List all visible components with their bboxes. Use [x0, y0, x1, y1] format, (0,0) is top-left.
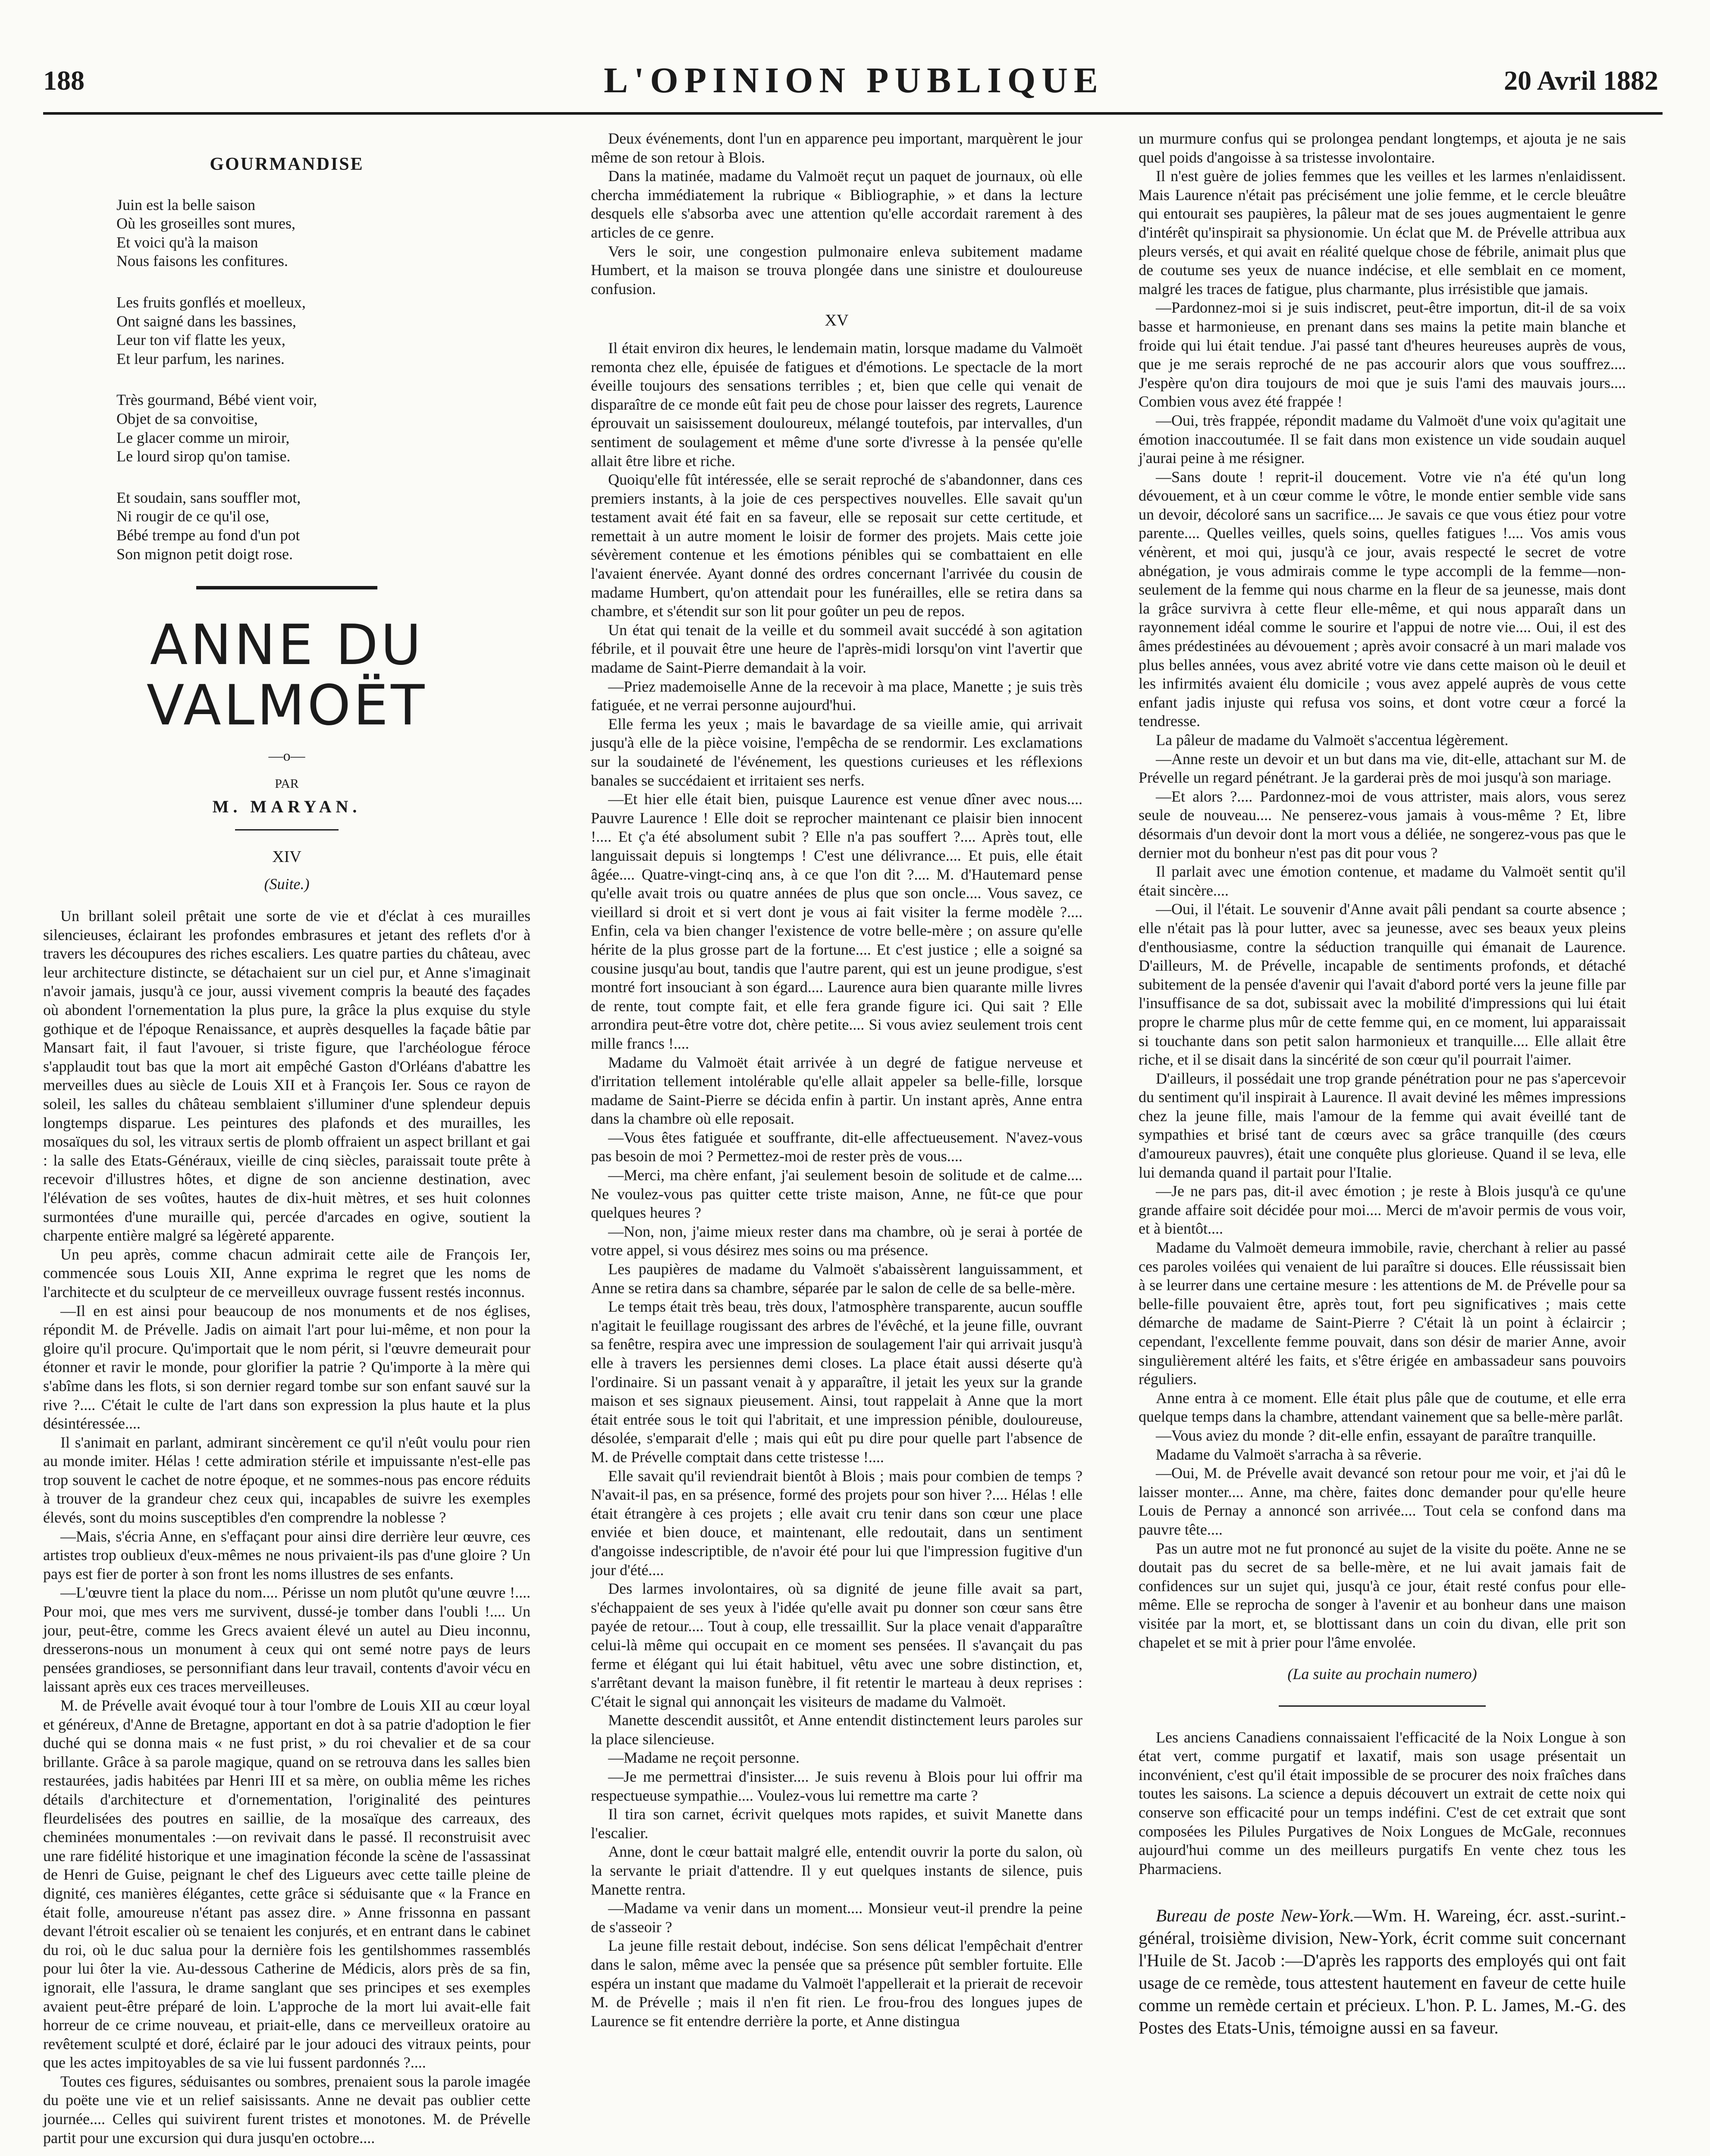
paragraph: D'ailleurs, il possédait une trop grande pénétration pour ne pas s'apercevoir du sentiment qu'il inspirait à Laurence. Il avait deviné les mêmes impressions chez la jeune fille, mais l'amour de la femme qui avait éveillé tant de sympathies et brisé tant de cœurs avec sa grâce tranquille (des cœurs d'amoureux pauvres), était une conquête plus glorieuse. Quand il se leva, elle lui demanda quand il partait pour l'Italie.	[1139, 1069, 1626, 1181]
paragraph: Les paupières de madame du Valmoët s'abaissèrent languissamment, et Anne se retira dans sa chambre, séparée par le salon de celle de sa belle-mère.	[591, 1260, 1082, 1297]
column-3	[1139, 129, 1626, 2039]
spacer	[1139, 1878, 1626, 1904]
poem-stanza	[116, 293, 530, 368]
page-header	[0, 0, 1710, 99]
paragraph: un murmure confus qui se prolongea pendant longtemps, et ajouta je ne sais quel poids d'angoisse à sa tristesse involontaire.	[1139, 130, 1626, 166]
paragraph: Des larmes involontaires, où sa dignité de jeune fille avait sa part, s'échappaient de ses yeux à l'idée qu'elle avait pu donner son cœur sans être payée de retour.... Tout à coup, elle tressaillit. Sur la place venait d'apparaître celui-là même qui occupait en ce moment ses pensées. Il s'avançait du pas ferme et élégant qui lui était habituel, vêtu avec une sobre distinction, et, s'arrêtant devant la maison funèbre, il fit retentir le marteau à deux reprises : C'était le signal qui annonçait les visiteurs de madame du Valmoët.	[591, 1580, 1082, 1710]
paragraph: Pas un autre mot ne fut prononcé au sujet de la visite du poëte. Anne ne se doutait pas du secret de sa belle-mère, et ne lui avait jamais fait de confidences sur un sujet qui, jusqu'à ce jour, était resté confus pour elle-même. Elle se reprocha de songer à l'avenir et au bonheur dans une maison visitée par la mort, et, se blottissant dans un coin du divan, elle prit son chapelet et se mit à prier pour l'âme envolée.	[1139, 1539, 1626, 1651]
poem-line: Où les groseilles sont mures,	[116, 215, 295, 232]
continued-note: (Suite.)	[264, 875, 310, 893]
advertisement-noix-longue: Les anciens Canadiens connaissaient l'efficacité de la Noix Longue à son état vert, comme purgatif et laxatif, mais son usage présentait un inconvénient, c'est qu'il était impossible de se procurer des noix fraîches dans toutes les saisons. La science a depuis découvert un extrait de cette noix qui conserve son efficacité pour un temps indéfini. C'est de cet extrait que sont composées les Pilules Purgatives de Noix Longues de McGale, reconnues aujourd'hui comme un des meilleurs purgatifs En vente chez tous les Pharmaciens.	[1139, 1728, 1626, 1877]
paragraph: Elle ferma les yeux ; mais le bavardage de sa vieille amie, qui arrivait jusqu'à elle de la pièce voisine, l'empêcha de se rendormir. Les exclamations sur la soudaineté de l'événement, les questions curieuses et les réflexions banales se succédaient et irritaient ses nerfs.	[591, 715, 1082, 789]
paragraph: Il tira son carnet, écrivit quelques mots rapides, et suivit Manette dans l'escalier.	[591, 1805, 1082, 1842]
paragraph: Un peu après, comme chacun admirait cette aile de François Ier, commencée sous Louis XII, Anne exprima le regret que les noms de l'architecte et du sculpteur de ce merveilleux ouvrage fussent restés inconnus.	[43, 1245, 530, 1300]
paragraph: —Je ne pars pas, dit-il avec émotion ; je reste à Blois jusqu'à ce qu'une grande affaire soit décidée pour moi.... Merci de m'avoir permis de vous voir, et à bientôt....	[1139, 1182, 1626, 1238]
paragraph: —Et alors ?.... Pardonnez-moi de vous attrister, mais alors, vous serez seule de nouveau.... Ne penserez-vous jamais à vous-même ? Et, libre désormais d'un devoir dont la mort vous a déliée, ne songerez-vous pas que le dernier mot du bonheur n'est pas dit pour vous ?	[1139, 787, 1626, 862]
poem-line: Très gourmand, Bébé vient voir,	[116, 391, 317, 409]
paragraph: Anne, dont le cœur battait malgré elle, entendit ouvrir la porte du salon, où la servante le priait d'attendre. Il y eut quelques instants de silence, puis Manette rentra.	[591, 1843, 1082, 1898]
poem-line: Juin est la belle saison	[116, 196, 255, 213]
paragraph: —Sans doute ! reprit-il doucement. Votre vie n'a été qu'un long dévouement, et à un cœur comme le vôtre, le monde entier semble vide sans un devoir, décoloré sans un sacrifice.... Je savais ce que vous étiez pour votre parente.... Quelles veilles, quels soins, quelles fatigues !.... Vos amis vous vénèrent, et moi qui, jusqu'à ce jour, avais respecté le secret de votre abnégation, je vous admirais comme le type accompli de la femme—non-seulement de la femme qui nous charme en la fleur de sa jeunesse, mais dont la grâce survivra à cette fleur elle-même, et qui nous apparaît dans un rayonnement idéal comme le sourire et l'appui de notre vie.... Oui, il est des âmes prédestinées au dévouement ; après avoir consacré à un mari malade vos plus belles années, vous avez abrité votre vie dans cette maison où le deuil et les infirmités avaient élu domicile ; vous avez appelé auprès de vous cette enfant jadis injuste qui refusa vos soins, et dont votre cœur a forcé la tendresse.	[1139, 468, 1626, 730]
paragraph: —Anne reste un devoir et un but dans ma vie, dit-elle, attachant sur M. de Prévelle un regard pénétrant. Je la garderai près de moi jusqu'à son mariage.	[1139, 750, 1626, 787]
notice-text: —Wm. H. Wareing, écr. asst.-surint.-général, troisième division, New-York, écrit comme suit concernant l'Huile de St. Jacob :—D'après les rapports des employés qui ont fait usage de ce remède, tous attestent hautement en faveur de cette huile comme un remède certain et précieux. L'hon. P. L. James, M.-G. des Postes des Etats-Unis, témoigne aussi en sa faveur.	[1139, 1905, 1626, 2038]
notice-lead: Bureau de poste New-York.	[1156, 1905, 1355, 1926]
paragraph: —Oui, il l'était. Le souvenir d'Anne avait pâli pendant sa courte absence ; elle n'était pas là pour lutter, avec sa jeunesse, avec ses beaux yeux pleins d'enthousiasme, contre la séduction tranquille qui émanait de Laurence. D'ailleurs, M. de Prévelle, incapable de sentiments profonds, et détaché subitement de la pensée d'avenir qui l'avait d'abord porté vers la jeune fille par l'insuffisance de sa dot, subissait avec la mobilité d'impressions qui lui était propre le charme plus mûr de cette femme qui, en ce moment, lui apparaissait si touchante dans son petit salon harmonieux et tranquille.... Elle allait être riche, et il se disait dans la sincérité de son cœur qu'il pourrait l'aimer.	[1139, 900, 1626, 1069]
paragraph: Il était environ dix heures, le lendemain matin, lorsque madame du Valmoët remonta chez elle, épuisée de fatigues et d'émotions. Le spectacle de la mort éveille toujours des sensations terribles ; et, bien que celle qui venait de disparaître de ce monde eût fait peu de chose pour laisser des regrets, Laurence éprouvait un saisissement douloureux, mélangé toutefois, par intervalles, d'un sentiment de soulagement et même d'une sorte d'ivresse à la pensée qu'elle allait être libre et riche.	[591, 339, 1082, 470]
author-name: M. MARYAN.	[212, 797, 361, 817]
header-rule	[43, 112, 1663, 115]
paragraph: —L'œuvre tient la place du nom.... Périsse un nom plutôt qu'une œuvre !.... Pour moi, que mes vers me survivent, dussé-je tomber dans l'oubli !.... Un jour, peut-être, comme les Grecs avaient élevé un autel au Dieu inconnu, dresserons-nous un monument à ceux qui ont semé notre pays de leurs pensées grandioses, se personnifiant dans leur travail, contents d'avoir vécu en laissant après eux ces traces merveilleuses.	[43, 1584, 530, 1695]
paragraph: Vers le soir, une congestion pulmonaire enleva subitement madame Humbert, et la maison se trouva plongée dans une sinistre et douloureuse confusion.	[591, 242, 1082, 298]
poem-line: Le lourd sirop qu'on tamise.	[116, 448, 291, 465]
paragraph: —Vous aviez du monde ? dit-elle enfin, essayant de paraître tranquille.	[1156, 1426, 1596, 1444]
poem-line: Leur ton vif flatte les yeux,	[116, 331, 286, 349]
paragraph: Il s'animait en parlant, admirant sincèrement ce qu'il n'eût voulu pour rien au monde imiter. Hélas ! cette admiration stérile et impuissante n'est-elle pas trop souvent le cachet de notre époque, et ne sommes-nous pas encore réduits à trouver de la grandeur chez ceux qui, incapables de suivre les exemples élevés, sont du moins susceptibles d'en comprendre la noblesse ?	[43, 1433, 530, 1526]
poem-line: Les fruits gonflés et moelleux,	[116, 293, 306, 311]
paragraph: Il n'est guère de jolies femmes que les veilles et les larmes n'enlaidissent. Mais Laurence n'était pas précisément une jolie femme, et le cercle bleuâtre qui entourait ses paupières, la pâleur mat de ses joues augmentaient le genre d'intérêt qu'inspirait sa physionomie. Un éclat que M. de Prévelle attribua aux pleurs versés, et qui avait en réalité quelque chose de fébrile, animait plus que de coutume ses yeux de nuance indécise, et elle semblait en ce moment, malgré les traces de fatigue, plus charmante, plus irrésistible que jamais.	[1139, 167, 1626, 298]
column-1	[43, 129, 530, 2147]
poem-line: Son mignon petit doigt rose.	[116, 545, 293, 563]
story-title: ANNE DU VALMOËT	[146, 613, 427, 738]
column-2	[591, 129, 1082, 2031]
byline-par: PAR	[275, 776, 299, 791]
paragraph: Quoiqu'elle fût intéressée, elle se serait reproché de s'abandonner, dans ces premiers instants, à la joie de ces perspectives nouvelles. Elle savait qu'un testament avait été fait en sa faveur, elle se reposait sur cette certitude, et remettait à un autre moment le loisir de former des projets. Mais cette joie sévèrement contenue et les émotions pénibles qui se combattaient en elle l'avaient énervée. Ayant donné des ordres concernant l'arrivée du cousin de madame Humbert, qu'on attendait pour les funérailles, elle se retira dans sa chambre, et s'étendit sur son lit pour goûter un peu de repos.	[591, 471, 1082, 620]
paragraph: —Oui, M. de Prévelle avait devancé son retour pour me voir, et j'ai dû le laisser monter.... Anne, ma chère, faites donc demander pour qu'elle heure Louis de Pernay a annoncé son arrivée.... Tout cela se confond dans ma pauvre tête....	[1139, 1464, 1626, 1538]
paragraph: Le temps était très beau, très doux, l'atmosphère transparente, aucun souffle n'agitait le feuillage rougissant des arbres de l'évêché, et la jeune fille, ouvrant sa fenêtre, respira avec une impression de soulagement l'air qui arrivait jusqu'à elle à travers les persiennes demi closes. La place était aussi déserte qu'à l'ordinaire. Si un passant venait à y apparaître, il jetait les yeux sur la grande maison et ses signaux pieusement. Ainsi, tout rappelait à Anne que la mort était entrée sous le toit qui l'abritait, et une impression pénible, douloureuse, désolée, s'emparait d'elle ; mais qui eût pu dire pour quelle part l'absence de M. de Prévelle comptait dans cette tristesse !....	[591, 1298, 1082, 1466]
poem-stanza	[116, 489, 530, 564]
paragraph: La jeune fille restait debout, indécise. Son sens délicat l'empêchait d'entrer dans le salon, même avec la pensée que sa présence pût sembler fortuite. Elle espéra un instant que madame du Valmoët l'appellerait et la prierait de recevoir M. de Prévelle ; mais il n'en fit rien. Le frou-frou des longues jupes de Laurence se fit entendre derrière la porte, et Anne distingua	[591, 1937, 1082, 2030]
paragraph: Madame du Valmoët s'arracha à sa rêverie.	[1156, 1445, 1422, 1463]
paragraph: —Merci, ma chère enfant, j'ai seulement besoin de solitude et de calme.... Ne voulez-vous pas quitter cette triste maison, Anne, ne fût-ce que pour quelques heures ?	[591, 1166, 1082, 1222]
ornament: —o—	[268, 748, 305, 765]
paragraph: Deux événements, dont l'un en apparence peu important, marquèrent le jour même de son retour à Blois.	[591, 130, 1082, 166]
poem-line: Nous faisons les confitures.	[116, 252, 288, 270]
paragraph: Anne entra à ce moment. Elle était plus pâle que de coutume, et elle erra quelque temps dans la chambre, attendant vainement que sa belle-mère parlât.	[1139, 1389, 1626, 1426]
chapter-heading: XV	[825, 311, 849, 330]
paragraph: Elle savait qu'il reviendrait bientôt à Blois ; mais pour combien de temps ? N'avait-il pas, en sa présence, formé des projets pour son hiver ?.... Hélas ! elle était étrangère à ces projets ; elle avait cru tenir dans son cœur une place enviée et bien douce, et maintenant, elle redoutait, dans un sentiment d'angoisse indescriptible, de n'avoir été pour lui que l'impression fugitive d'un jour d'été....	[591, 1467, 1082, 1579]
issue-date: 20 Avril 1882	[1504, 65, 1658, 96]
paragraph: Manette descendit aussitôt, et Anne entendit distinctement leurs paroles sur la place silencieuse.	[591, 1711, 1082, 1748]
paragraph: Toutes ces figures, séduisantes ou sombres, prenaient sous la parole imagée du poëte une vie et un relief saisissants. Anne ne devait pas oublier cette journée.... Celles qui suivirent furent tristes et monotones. M. de Prévelle partit pour une excursion qui dura jusqu'en octobre....	[43, 2072, 530, 2147]
advertisement-huile-st-jacob	[1139, 1904, 1626, 2039]
paragraph: —Madame ne reçoit personne.	[608, 1749, 800, 1767]
paragraph: —Non, non, j'aime mieux rester dans ma chambre, où je serai à portée de votre appel, si vous désirez mes soins ou ma présence.	[591, 1222, 1082, 1259]
paragraph: —Pardonnez-moi si je suis indiscret, peut-être importun, dit-il de sa voix basse et harmonieuse, en prenant dans ses mains la petite main blanche et froide qui lui était tendue. J'ai passé tant d'heures heureuses auprès de vous, que je me serais reproché de ne pas accourir alors que vous souffrez.... J'espère qu'on dira toujours de moi que je suis l'ami des mauvais jours.... Combien vous avez été frappée !	[1139, 299, 1626, 411]
paragraph: Madame du Valmoët était arrivée à un degré de fatigue nerveuse et d'irritation tellement intolérable qu'elle allait appeler sa belle-fille, lorsque madame de Saint-Pierre se décida enfin à partir. Un instant après, Anne entra dans la chambre où elle reposait.	[591, 1053, 1082, 1128]
page-number: 188	[43, 65, 85, 96]
poem-line: Ont saigné dans les bassines,	[116, 312, 296, 330]
paragraph: Madame du Valmoët demeura immobile, ravie, cherchant à relier au passé ces paroles voilées qui venaient de lui paraître si douces. Elle réussissait bien à se leurrer dans une certaine mesure : les attentions de M. de Prévelle pour sa belle-fille pouvaient être, après tout, fort peu significatives ; mais cette démarche de madame de Saint-Pierre ? C'était là un point à éclaircir ; cependant, l'excellente femme pouvait, dans son désir de marier Anne, avoir singulièrement altéré les faits, et s'être érigée en ambassadeur sans pouvoirs réguliers.	[1139, 1239, 1626, 1388]
paragraph: —Mais, s'écria Anne, en s'effaçant pour ainsi dire derrière leur œuvre, ces artistes trop oublieux d'eux-mêmes ne nous privaient-ils pas d'une gloire ? Un pays est fier de porter à son front les noms illustres de ses enfants.	[43, 1527, 530, 1583]
paragraph: —Et hier elle était bien, puisque Laurence est venue dîner avec nous.... Pauvre Laurence ! Elle doit se reprocher maintenant ce plaisir bien innocent !.... Et ç'a été absolument subit ? Elle n'a pas souffert ?.... Après tout, elle languissait depuis si longtemps ! C'est une délivrance.... Et puis, elle était âgée.... Quatre-vingt-cinq ans, à ce que l'on dit ?.... M. d'Hautemard pense qu'elle avait trois ou quatre années de plus que son oncle.... Vous savez, ce vieillard si droit et si vert dont je vous ai fait visiter la ferme modèle ?.... Enfin, cela va bien changer l'existence de votre belle-mère ; on assure qu'elle hérite de la plus grosse part de la fortune.... Et c'est justice ; elle a soigné sa cousine jusqu'au bout, tandis que l'autre parent, qui est un jeune prodigue, s'est montré fort insouciant à son égard.... Laurence aura bien quarante mille livres de rente, tout compte fait, et elle fera grande figure ici. Qui sait ? Elle arrondira peut-être votre dot, chère petite.... Si vous aviez seulement trois cent mille francs !....	[591, 790, 1082, 1052]
paragraph: —Je me permettrai d'insister.... Je suis revenu à Blois pour lui offrir ma respectueuse sympathie.... Voulez-vous lui remettre ma carte ?	[591, 1768, 1082, 1804]
poem-line: Objet de sa convoitise,	[116, 410, 258, 427]
paragraph: —Priez mademoiselle Anne de la recevoir à ma place, Manette ; je suis très fatiguée, et ne verrai personne aujourd'hui.	[591, 677, 1082, 714]
chapter-heading: XIV	[272, 847, 301, 866]
poem-line: Ni rougir de ce qu'il ose,	[116, 508, 270, 525]
paragraph: Il parlait avec une émotion contenue, et madame du Valmoët sentit qu'il était sincère....	[1139, 863, 1626, 899]
paragraph: M. de Prévelle avait évoqué tour à tour l'ombre de Louis XII au cœur loyal et généreux, d'Anne de Bretagne, apportant en dot à sa patrie d'adoption le fier duché qui se donna mais « ne fust prist, » du roi chevalier et de sa cour brillante. Grâce à sa parole magique, quand on se retrouva dans les salles bien restaurées, jadis habitées par Henri III et sa mère, on oublia même les riches détails d'architecture et d'ornementation, l'originalité des peintures fleurdelisées des poutres en saillie, de la mosaïque des carreaux, des cheminées monumentales :—on revivait dans le passé. Il reconstruisit avec une rare fidélité historique et une imagination féconde la scène de l'assassinat de Henri de Guise, peignant le chef des Ligueurs avec cette taille pleine de dignité, ces manières élégantes, cette grâce si séduisante que « la France en était folle, amoureuse n'étant pas assez dire. » Anne frissonna en passant devant l'étroit escalier où se tenaient les conjurés, et en entrant dans le cabinet du roi, où le duc salua pour la dernière fois les gentilshommes rassemblés pour lui ôter la vie. Au-dessous Catherine de Médicis, alors près de sa fin, ignorait, elle l'assura, le drame sanglant que ses principes et ses exemples avaient peut-être préparé de loin. L'approche de la mort lui avait-elle fait horreur de ce crime nouveau, et priait-elle, dans ce merveilleux oratoire au revêtement sculpté et doré, éclairé par le jour adouci des vitraux peints, pour que les actes impitoyables de sa vie lui fussent pardonnés ?....	[43, 1697, 530, 2071]
paragraph: La pâleur de madame du Valmoët s'accentua légèrement.	[1156, 731, 1509, 749]
paragraph: —Oui, très frappée, répondit madame du Valmoët d'une voix qu'agitait une émotion inaccoutumée. Il se fait dans mon existence un vide soudain auquel j'aurai peine à me résigner.	[1139, 411, 1626, 467]
poem-line: Bébé trempe au fond d'un pot	[116, 526, 300, 544]
section-divider	[196, 586, 377, 589]
section-divider	[1279, 1705, 1486, 1707]
poem-stanza	[116, 391, 530, 466]
to-be-continued-note: (La suite au prochain numero)	[1287, 1665, 1477, 1683]
newspaper-title: L'OPINION PUBLIQUE	[604, 60, 1104, 100]
paragraph: Un brillant soleil prêtait une sorte de vie et d'éclat à ces murailles silencieuses, éclairant les profondes embrasures et jetant des reflets d'or à travers les découpures des riches escaliers. Les quatre parties du château, avec leur architecture distincte, se détachaient sur un ciel pur, et Anne s'imaginait n'avoir jamais, jusqu'à ce jour, aussi vivement compris la beauté des façades où abondent l'ornementation la plus pure, la grâce la plus exquise du style gothique et de l'époque Renaissance, et auprès desquelles la façade bâtie par Mansart fait, il faut l'avouer, si triste figure, que l'archéologue féroce s'applaudit tout bas que la mort ait empêché Gaston d'Orléans d'abattre les merveilles dues au siècle de Louis XII et à François Ier. Sous ce rayon de soleil, les salles du château semblaient s'illuminer d'une splendeur depuis longtemps disparue. Les peintures des plafonds et des murailles, les mosaïques du sol, les vitraux sertis de plomb offraient un aspect brillant et gai : la salle des Etats-Généraux, vieille de cinq siècles, paraissait toute prête à recevoir d'illustres hôtes, et digne de son ancienne destination, avec l'élévation de ses voûtes, hautes de dix-huit mètres, et ses huit colonnes surmontées d'une muraille qui, percée d'arcades en ogive, soutient la charpente entière malgré sa légèreté apparente.	[43, 907, 530, 1244]
poem-line: Et voici qu'à la maison	[116, 233, 258, 251]
poem-body	[43, 196, 530, 564]
paragraph: —Madame va venir dans un moment.... Monsieur veut-il prendre la peine de s'asseoir ?	[591, 1899, 1082, 1936]
poem-line: Et leur parfum, les narines.	[116, 350, 285, 367]
paragraph: Un état qui tenait de la veille et du sommeil avait succédé à son agitation fébrile, et il pouvait être une heure de l'après-midi lorsqu'on vint l'avertir que madame de Saint-Pierre demandait à la voir.	[591, 621, 1082, 677]
poem-line: Et soudain, sans souffler mot,	[116, 489, 301, 506]
short-rule	[235, 829, 339, 830]
paragraph: —Vous êtes fatiguée et souffrante, dit-elle affectueusement. N'avez-vous pas besoin de moi ? Permettez-moi de rester près de vous....	[591, 1128, 1082, 1165]
poem-stanza	[116, 196, 530, 271]
poem-title: GOURMANDISE	[210, 154, 364, 174]
paragraph: —Il en est ainsi pour beaucoup de nos monuments et de nos églises, répondit M. de Prévelle. Jadis on aimait l'art pour lui-même, et non pour la gloire qu'il procure. Qu'importait que le nom périt, si l'œuvre demeurait pour étonner et ravir le monde, pour glorifier la patrie ? Qu'importe à la mère qui s'abîme dans les flots, si son dernier regard tombe sur son enfant sauvé sur la rive ?.... C'était le culte de l'art dans son expression la plus haute et la plus désintéressée....	[43, 1302, 530, 1432]
paragraph: Dans la matinée, madame du Valmoët reçut un paquet de journaux, où elle chercha immédiatement la rubrique « Bibliographie, » et dans la lecture desquels elle s'absorba avec une attention qu'elle accordait rarement à des articles de ce genre.	[591, 167, 1082, 241]
poem-line: Le glacer comme un miroir,	[116, 429, 290, 446]
